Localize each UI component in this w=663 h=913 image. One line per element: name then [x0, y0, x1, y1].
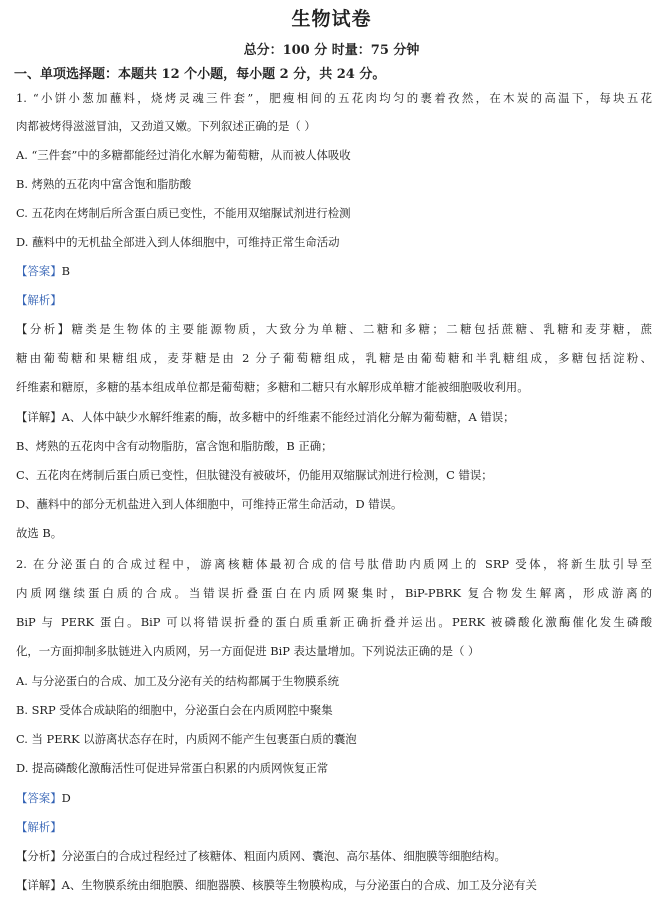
q2-analysis-line	[16, 819, 62, 835]
q1-xiangjie-d: D、蘸料中的部分无机盐进入到人体细胞中，可维持正常生命活动，D 错误。	[16, 497, 403, 511]
answer-tag: 【答案】	[16, 264, 62, 278]
fenxi-tag: 【分析】	[16, 849, 62, 863]
q1-answer-value: B	[61, 264, 70, 278]
q1-xiangjie-c: C、五花肉在烤制后蛋白质已变性，但肽键没有被破坏，仍能用双缩脲试剂进行检测，C 错误；	[16, 468, 493, 482]
answer-tag: 【答案】	[16, 791, 62, 805]
q1-stem-line-1: 1. “小饼小葱加蘸料，烧烤灵魂三件套”，肥瘦相间的五花肉均匀的裹着孜然，在木炭的高温下，每块五花	[16, 91, 652, 105]
q2-stem-line-1: 2. 在分泌蛋白的合成过程中，游离核糖体最初合成的信号肽借助内质网上的 SRP 受体，将新生肽引导至	[16, 557, 652, 571]
exam-subtitle: 总分：100 分 时量：75 分钟	[243, 43, 420, 58]
q1-option-d: D. 蘸料中的无机盐全部进入到人体细胞中，可维持正常生命活动	[16, 235, 340, 249]
xiangjie-tag: 【详解】	[16, 878, 62, 892]
q2-answer-line	[16, 790, 71, 806]
q2-option-b: B. SRP 受体合成缺陷的细胞中，分泌蛋白会在内质网腔中聚集	[16, 703, 333, 717]
analysis-tag: 【解析】	[16, 820, 62, 834]
q1-fenxi-line-1: 【分析】糖类是生物体的主要能源物质，大致分为单糖、二糖和多糖；二糖包括蔗糖、乳糖和麦芽糖，蔗	[16, 322, 652, 336]
q1-conclusion: 故选 B。	[16, 526, 63, 540]
q1-answer-line	[16, 263, 70, 279]
q1-analysis-line	[16, 292, 62, 308]
section-heading: 一、单项选择题：本题共 12 个小题，每小题 2 分，共 24 分。	[14, 67, 386, 82]
q2-xiangjie-a: 【详解】A、生物膜系统由细胞膜、细胞器膜、核膜等生物膜构成，与分泌蛋白的合成、加工及分泌有关	[16, 878, 537, 892]
q2-option-a: A. 与分泌蛋白的合成、加工及分泌有关的结构都属于生物膜系统	[16, 674, 340, 688]
q1-option-b: B. 烤熟的五花肉中富含饱和脂肪酸	[16, 177, 192, 191]
q1-fenxi-line-2: 糖由葡萄糖和果糖组成，麦芽糖是由 2 分子葡萄糖组成，乳糖是由葡萄糖和半乳糖组成，多糖包括淀粉、	[16, 351, 652, 365]
q2-option-d: D. 提高磷酸化激酶活性可促进异常蛋白积累的内质网恢复正常	[16, 761, 329, 775]
q1-stem-line-2: 肉都被烤得滋滋冒油，又劲道又嫩。下列叙述正确的是（ ）	[16, 119, 316, 133]
q2-fenxi-line-1: 【分析】分泌蛋白的合成过程经过了核糖体、粗面内质网、囊泡、高尔基体、细胞膜等细胞结构。	[16, 849, 506, 863]
xiangjie-tag: 【详解】	[16, 410, 62, 424]
q1-fenxi-line-3: 纤维素和糖原，多糖的基本组成单位都是葡萄糖；多糖和二糖只有水解形成单糖才能被细胞吸收利用。	[16, 380, 529, 394]
q1-option-c: C. 五花肉在烤制后所含蛋白质已变性，不能用双缩脲试剂进行检测	[16, 206, 351, 220]
fenxi-tag: 【分析】	[16, 322, 72, 336]
q2-stem-line-2: 内质网继续蛋白质的合成。当错误折叠蛋白在内质网聚集时，BiP-PBRK 复合物发生解离，形成游离的	[16, 586, 652, 600]
q2-option-c: C. 当 PERK 以游离状态存在时，内质网不能产生包裹蛋白质的囊泡	[16, 732, 357, 746]
q2-answer-value: D	[61, 791, 71, 805]
analysis-tag: 【解析】	[16, 293, 62, 307]
q2-stem-line-4: 化，一方面抑制多肽链进入内质网，另一方面促进 BiP 表达量增加。下列说法正确的是（ ）	[16, 644, 480, 658]
q1-option-a: A. “三件套”中的多糖都能经过消化水解为葡萄糖，从而被人体吸收	[16, 148, 351, 162]
q1-xiangjie-b: B、烤熟的五花肉中含有动物脂肪，富含饱和脂肪酸，B 正确；	[16, 439, 333, 453]
exam-title: 生物试卷	[291, 8, 372, 30]
q2-stem-line-3: BiP 与 PERK 蛋白。BiP 可以将错误折叠的蛋白质重新正确折叠并运出。PERK 被磷酸化激酶催化发生磷酸	[16, 615, 652, 629]
q1-xiangjie-a: 【详解】A、人体中缺少水解纤维素的酶，故多糖中的纤维素不能经过消化分解为葡萄糖，A 错误；	[16, 410, 515, 424]
